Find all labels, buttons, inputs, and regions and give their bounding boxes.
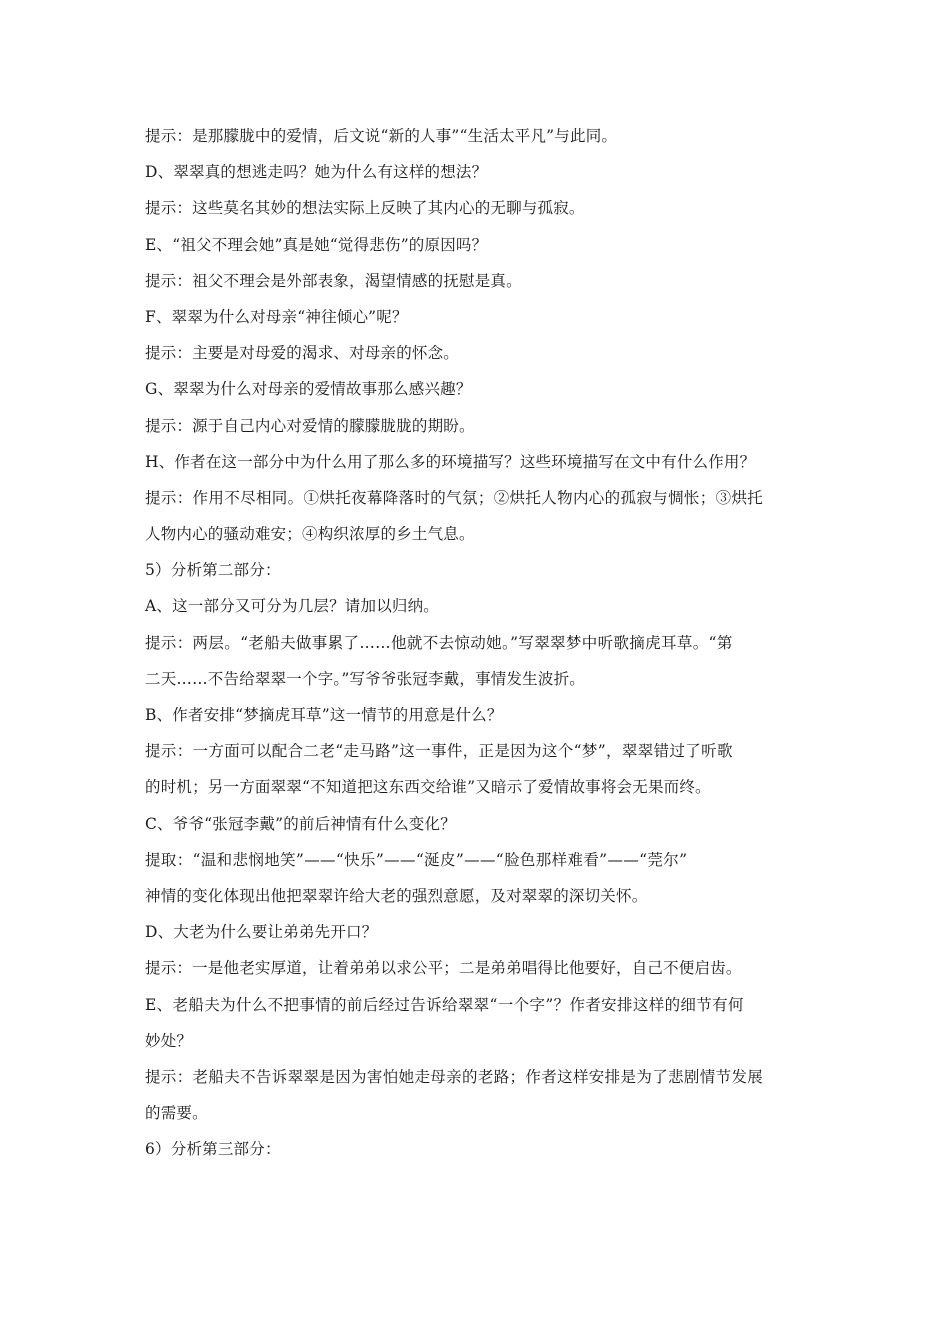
text-line-hint-hazy-love: 提示：是那朦胧中的爱情，后文说“新的人事”“生活太平凡”与此同。 xyxy=(145,127,618,145)
question-e-boatman-1: E、老船夫为什么不把事情的前后经过告诉给翠翠“一个字”？作者安排这样的细节有何 xyxy=(145,995,744,1014)
question-f-mother: F、翠翠为什么对母亲“神往倾心”呢？ xyxy=(145,307,408,326)
hint-comfort: 提示：祖父不理会是外部表象，渴望情感的抚慰是真。 xyxy=(145,271,522,290)
question-b-dream: B、作者安排“梦摘虎耳草”这一情节的用意是什么？ xyxy=(145,706,503,724)
hint-maternal-love: 提示：主要是对母爱的渴求、对母亲的怀念。 xyxy=(145,344,460,363)
hint-loneliness: 提示：这些莫名其妙的想法实际上反映了其内心的无聊与孤寂。 xyxy=(145,199,585,218)
question-g-love-story: G、翠翠为什么对母亲的爱情故事那么感兴趣？ xyxy=(145,380,472,399)
hint-layers-1: 提示：两层。“老船夫做事累了……他就不去惊动她。”写翠翠梦中听歌摘虎耳草。“第 xyxy=(145,633,733,652)
hint-boatman-2: 的需要。 xyxy=(145,1104,208,1123)
section-heading-part-three: 6）分析第三部分： xyxy=(145,1140,281,1159)
hint-environment-1: 提示：作用不尽相同。①烘托夜幕降落时的气氛；②烘托人物内心的孤寂与惆怅；③烘托 xyxy=(145,488,764,507)
question-e-grandfather: E、“祖父不理会她”真是她“觉得悲伤”的原因吗？ xyxy=(145,235,488,254)
question-e-boatman-2: 妙处？ xyxy=(145,1031,193,1050)
hint-expectation: 提示：源于自己内心对爱情的朦朦胧胧的期盼。 xyxy=(145,416,475,435)
question-c-expression: C、爷爷“张冠李戴”的前后神情有什么变化？ xyxy=(145,814,456,833)
section-heading-part-two: 5）分析第二部分： xyxy=(145,561,281,580)
document-body xyxy=(145,118,810,1167)
question-h-environment: H、作者在这一部分中为什么用了那么多的环境描写？这些环境描写在文中有什么作用？ xyxy=(145,452,756,471)
answer-expression-1: 提取：“温和悲悯地笑”——“快乐”——“涎皮”——“脸色那样难看”——“莞尔” xyxy=(145,850,688,869)
hint-boatman-1: 提示：老船夫不告诉翠翠是因为害怕她走母亲的老路；作者这样安排是为了悲剧情节发展 xyxy=(145,1067,764,1086)
hint-environment-2: 人物内心的骚动难安；④构织浓厚的乡土气息。 xyxy=(145,525,475,544)
hint-elder-brother: 提示：一是他老实厚道，让着弟弟以求公平；二是弟弟唱得比他要好，自己不便启齿。 xyxy=(145,959,742,978)
hint-dream-2: 的时机；另一方面翠翠“不知道把这东西交给谁”又暗示了爱情故事将会无果而终。 xyxy=(145,778,711,797)
question-d-elder-brother: D、大老为什么要让弟弟先开口？ xyxy=(145,923,378,942)
answer-expression-2: 神情的变化体现出他把翠翠许给大老的强烈意愿，及对翠翠的深切关怀。 xyxy=(145,886,648,905)
question-a-layers: A、这一部分又可分为几层？请加以归纳。 xyxy=(145,597,439,616)
question-d-escape: D、翠翠真的想逃走吗？她为什么有这样的想法？ xyxy=(145,163,488,182)
hint-dream-1: 提示：一方面可以配合二老“走马路”这一事件，正是因为这个“梦”，翠翠错过了听歌 xyxy=(145,742,733,761)
hint-layers-2: 二天……不告给翠翠一个字。”写爷爷张冠李戴，事情发生波折。 xyxy=(145,669,585,688)
